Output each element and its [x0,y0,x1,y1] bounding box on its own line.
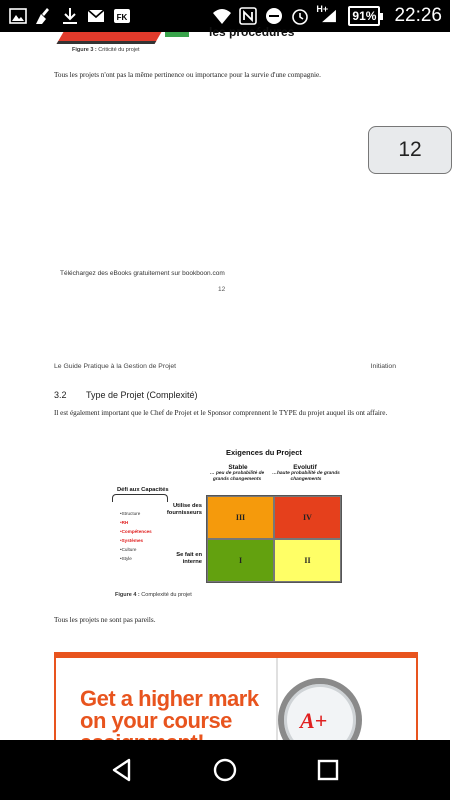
battery-level: 91% [352,9,377,23]
capability-item: •RH [120,520,129,525]
nfc-icon [238,6,258,26]
back-button[interactable] [108,756,136,784]
flipkart-icon [112,6,132,26]
matrix-cell-iii: III [207,496,274,539]
capability-item: •Structure [120,511,141,516]
page-indicator-badge: 12 [368,126,452,174]
matrix-cell-iv: IV [274,496,341,539]
recents-icon [315,757,341,783]
wifi-icon [212,6,232,26]
network-type-label: H+ [316,4,329,14]
top-heading: les procédures [209,25,295,39]
navigation-bar [0,740,450,800]
matrix-cell-i: I [207,539,274,582]
back-icon [109,757,135,783]
home-icon [212,757,238,783]
download-icon [60,6,80,26]
home-button[interactable] [211,756,239,784]
column-sub-evolutif: …haute probabilité de grands changements [272,471,340,482]
figure3-caption-text: Criticité du projet [98,47,140,53]
capability-item: •Compétences [120,529,152,534]
row-label-fournisseurs: Utilise des fournisseurs [166,503,202,516]
column-head-evolutif: Evolutif [293,464,317,471]
paragraph-pareils: Tous les projets ne sont pas pareils. [54,616,156,624]
alarm-icon [290,6,310,26]
broom-icon [34,6,54,26]
running-section: Initiation [370,363,396,370]
figure4-caption [115,592,192,598]
paragraph-type-projet: Il est également important que le Chef de Projet et le Sponsor comprennent le TYPE du projet auquel ils ont affaire. [54,409,388,417]
figure3-graphic-green [165,32,189,37]
capability-item: •Culture [120,547,137,552]
figure-title: Exigences du Project [226,448,302,457]
clock: 22:26 [394,5,442,26]
capability-item: •Systèmes [120,538,144,543]
column-head-stable: Stable [228,464,248,471]
figure3-label: Figure 3 : [72,47,97,53]
running-header: Le Guide Pratique à la Gestion de Projet [54,363,177,370]
gmail-icon [86,6,106,26]
section-number: 3.2 [54,390,67,400]
figure4-label: Figure 4 : [115,592,140,598]
dnd-icon [264,6,284,26]
battery-icon [348,6,380,26]
paragraph-criticite: Tous les projets n'ont pas la même pertinence ou importance pour la survie d'une compagnie. [54,71,321,79]
column-sub-stable: … peu de probabilité de grands changements [209,471,265,482]
figure3-caption [72,47,140,53]
row-label-interne: Se fait en interne [176,552,202,565]
signal-icon [316,6,342,26]
complexity-matrix [206,495,342,583]
recents-button[interactable] [314,756,342,784]
capability-item: •Style [120,556,132,561]
document-viewer[interactable] [0,25,450,740]
brace [112,494,168,502]
figure4-caption-text: Complexité du projet [141,592,192,598]
matrix-cell-ii: II [274,539,341,582]
capabilities-list [120,509,152,563]
ad-line: on your course [80,708,232,733]
svg-text:FK: FK [116,13,128,22]
section-title: Type de Projet (Complexité) [86,390,198,400]
grade-mark: A+ [300,708,328,733]
ad-line: Get a higher mark [80,686,259,711]
image-icon [8,6,28,26]
advertisement-banner[interactable] [54,652,418,752]
download-note: Téléchargez des eBooks gratuitement sur bookboon.com [60,270,225,277]
page-number: 12 [218,286,226,293]
capabilities-heading: Défi aux Capacités [117,487,169,493]
figure3-graphic-bar [57,32,162,44]
